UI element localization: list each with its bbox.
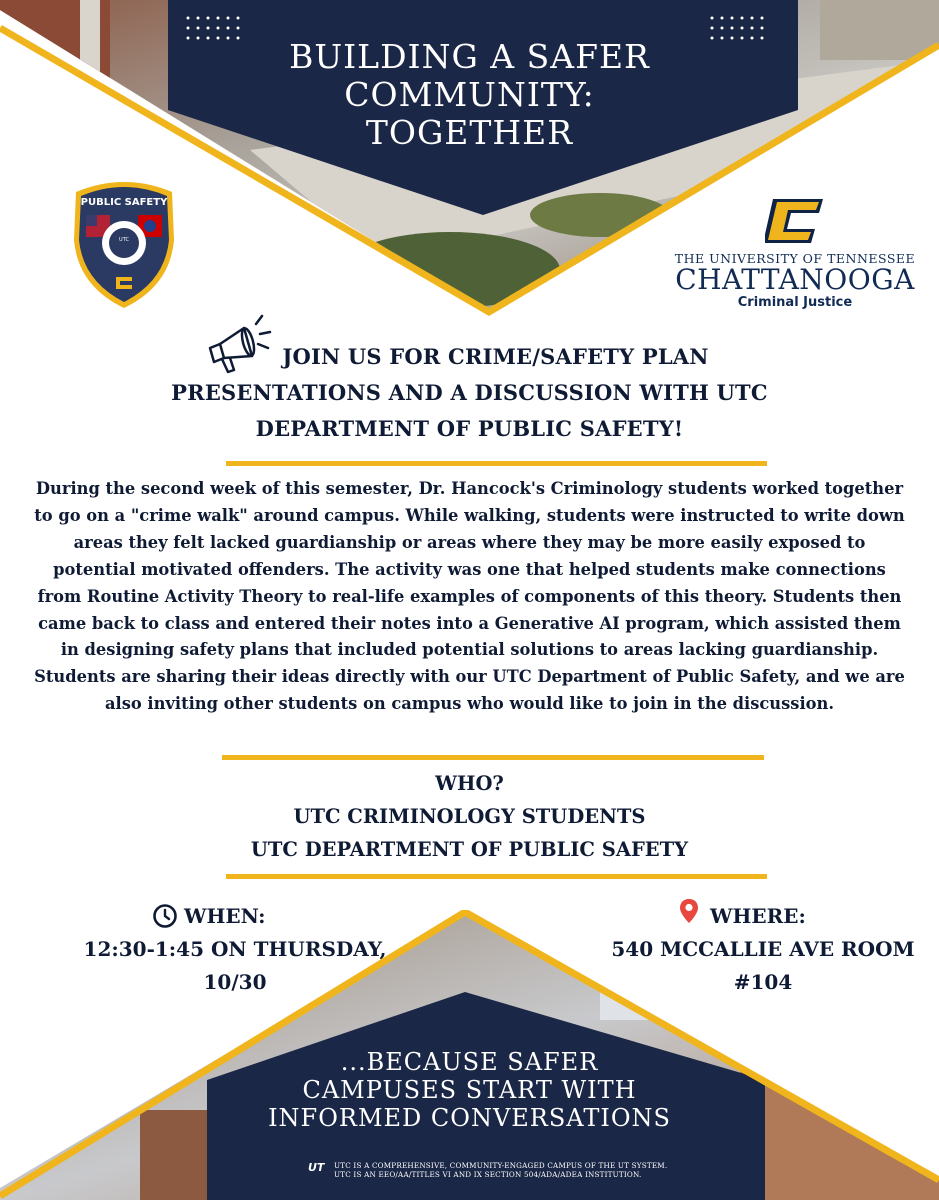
location-pin-icon <box>678 897 700 925</box>
tagline-line-3: INFORMED CONVERSATIONS <box>268 1104 671 1132</box>
when-label: WHEN: <box>184 904 266 928</box>
who-line-2: UTC DEPARTMENT OF PUBLIC SAFETY <box>250 838 689 861</box>
utc-criminal-justice-logo <box>670 195 920 315</box>
utc-logo-line1: THE UNIVERSITY OF TENNESSEE <box>674 251 916 266</box>
event-description: During the second week of this semester, Dr. Hancock's Criminology students worked together to go on a "crime walk" around campus. While walking, students were instructed to write down areas they felt lacked guardianship or areas where they may be more easily exposed to potential motivated offenders. The activity was one that helped students make connections from Routine Activity Theory to real-life examples of components of this theory. Students then came back to class and entered their notes into a Generative AI program, which assisted them in designing safety plans that included potential solutions to areas lacking guardianship. Students are sharing their ideas directly with our UTC Department of Public Safety, and we are also inviting other students on campus who would like to join in the discussion. <box>34 479 905 714</box>
utc-logo-line3: Criminal Justice <box>737 295 853 310</box>
clock-icon <box>152 903 178 929</box>
badge-ring-text: UTC <box>119 237 129 243</box>
who-line-1: UTC CRIMINOLOGY STUDENTS <box>293 805 646 828</box>
badge-title: PUBLIC SAFETY <box>80 197 168 208</box>
public-safety-badge <box>70 178 178 310</box>
ut-system-logo: UT <box>308 1161 325 1174</box>
where-label: WHERE: <box>710 904 806 928</box>
utc-logo-line2: CHATTANOOGA <box>675 263 915 296</box>
gold-divider-2 <box>222 755 764 760</box>
who-label: WHO? <box>435 772 504 795</box>
where-line-1: 540 MCCALLIE AVE ROOM <box>611 937 915 961</box>
tagline-line-2: CAMPUSES START WITH <box>302 1076 637 1104</box>
title-line-1: BUILDING A SAFER <box>289 37 650 76</box>
gold-divider-3 <box>226 874 767 879</box>
headline-line-1: JOIN US FOR CRIME/SAFETY PLAN <box>282 344 709 369</box>
footer-line-2: UTC IS AN EEO/AA/TITLES VI AND IX SECTION 504/ADA/ADEA INSTITUTION. <box>334 1170 642 1179</box>
title-line-3: TOGETHER <box>365 113 574 152</box>
when-line-1: 12:30-1:45 ON THURSDAY, <box>83 937 387 961</box>
tagline-line-1: ...BECAUSE SAFER <box>340 1048 599 1076</box>
footer-line-1: UTC IS A COMPREHENSIVE, COMMUNITY-ENGAGED CAMPUS OF THE UT SYSTEM. <box>334 1161 668 1170</box>
headline-line-3: DEPARTMENT OF PUBLIC SAFETY! <box>255 416 684 441</box>
headline-line-2: PRESENTATIONS AND A DISCUSSION WITH UTC <box>171 380 768 405</box>
where-line-2: #104 <box>733 970 793 994</box>
utc-c-icon <box>765 195 825 247</box>
gold-divider-1 <box>226 461 767 466</box>
title-line-2: COMMUNITY: <box>344 75 595 114</box>
when-line-2: 10/30 <box>203 970 267 994</box>
